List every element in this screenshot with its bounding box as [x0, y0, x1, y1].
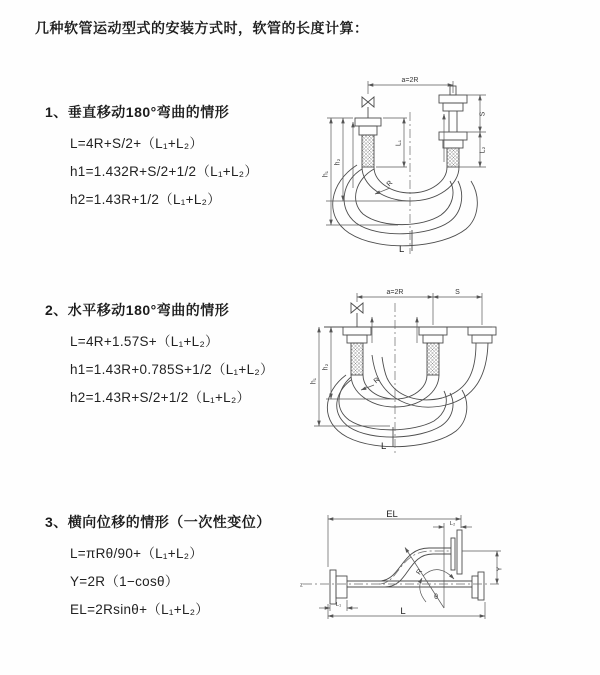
dim-label-l: L	[399, 244, 405, 255]
dim-label-y: Y	[496, 566, 504, 572]
dimension-l1	[319, 600, 358, 611]
braided-section	[351, 343, 363, 375]
diagram-vertical-180-bend	[310, 70, 590, 260]
braided-section	[447, 148, 459, 167]
middle-end-fitting	[419, 327, 447, 375]
diagram-horizontal-180-bend	[310, 283, 590, 468]
dim-label-r: R	[372, 376, 382, 386]
page-title: 几种软管运动型式的安装方式时，软管的长度计算：	[35, 20, 369, 36]
braided-section	[427, 343, 439, 375]
right-pipe-fittings	[439, 86, 467, 167]
section-1-heading: 1、垂直移动180°弯曲的情形	[45, 104, 230, 120]
left-end-fitting	[355, 118, 381, 167]
centerline-displaced	[379, 551, 451, 584]
diagram-lateral-displacement	[295, 510, 595, 660]
dimension-s	[467, 95, 487, 132]
dim-label-l: L	[400, 606, 406, 617]
dimension-l	[328, 602, 485, 619]
motion-direction-arrows	[372, 317, 417, 343]
dim-label-h1: h₁	[310, 377, 318, 385]
dimension-h1	[311, 327, 391, 426]
original-right-flange	[472, 572, 484, 600]
dim-label-l: L	[381, 441, 387, 452]
formula-3-Y: Y=2R（1−cosθ）	[70, 574, 179, 589]
formula-3-L: L=πRθ/90+（L₁+L₂）	[70, 546, 204, 561]
left-flange	[330, 570, 347, 604]
dim-label-el: EL	[386, 510, 398, 520]
dim-label-h1: h₁	[322, 170, 330, 178]
formula-2-L: L=4R+1.57S+（L₁+L₂）	[70, 334, 219, 349]
formula-3-EL: EL=2Rsinθ+（L₁+L₂）	[70, 602, 210, 617]
valve-icon	[351, 303, 363, 327]
section-2-heading: 2、水平移动180°弯曲的情形	[45, 302, 230, 318]
dim-label-theta: θ	[434, 594, 438, 601]
dim-label-s: S	[455, 289, 460, 296]
angle-annotation	[420, 570, 454, 602]
dimension-a-2r	[368, 77, 453, 94]
displaced-flange	[451, 530, 462, 574]
radius-annotation	[361, 377, 381, 390]
dimension-y	[462, 551, 504, 584]
section-3-heading: 3、横向位移的情形（一次性变位）	[45, 514, 271, 530]
dim-label-s: S	[479, 111, 487, 117]
dim-label-r: R	[385, 179, 395, 189]
dimension-s	[433, 289, 482, 325]
dim-label-a2r: a=2R	[401, 77, 419, 84]
dim-label-l1: L₁	[395, 139, 403, 147]
dim-label-l2: L₂	[449, 521, 456, 527]
dim-label-r: R	[415, 568, 425, 577]
dimension-l2	[459, 132, 487, 167]
length-annotation	[381, 427, 393, 452]
dim-label-l1: L₁	[335, 602, 342, 608]
dimension-el	[328, 510, 461, 567]
hose-u-bend	[333, 165, 478, 246]
dimension-l2	[433, 521, 472, 527]
formula-1-h2: h2=1.43R+1/2（L₁+L₂）	[70, 192, 221, 207]
valve-icon	[362, 97, 374, 118]
radius-annotation	[405, 548, 444, 609]
formula-2-h2: h2=1.43R+S/2+1/2（L₁+L₂）	[70, 390, 251, 405]
formula-1-h1: h1=1.432R+S/2+1/2（L₁+L₂）	[70, 164, 259, 179]
dim-label-a2r: a=2R	[386, 289, 404, 296]
axis-break-mark: z	[300, 582, 303, 589]
formula-2-h1: h1=1.43R+0.785S+1/2（L₁+L₂）	[70, 362, 274, 377]
formula-1-L: L=4R+S/2+（L₁+L₂）	[70, 136, 204, 151]
dim-label-l2: L₂	[479, 146, 487, 154]
dim-label-h2: h₂	[322, 363, 330, 371]
dim-label-h2: h₂	[334, 158, 342, 166]
left-end-fitting	[343, 327, 371, 375]
dimension-h1	[323, 118, 399, 225]
braided-section	[362, 135, 374, 167]
moved-end-fitting	[468, 327, 496, 343]
